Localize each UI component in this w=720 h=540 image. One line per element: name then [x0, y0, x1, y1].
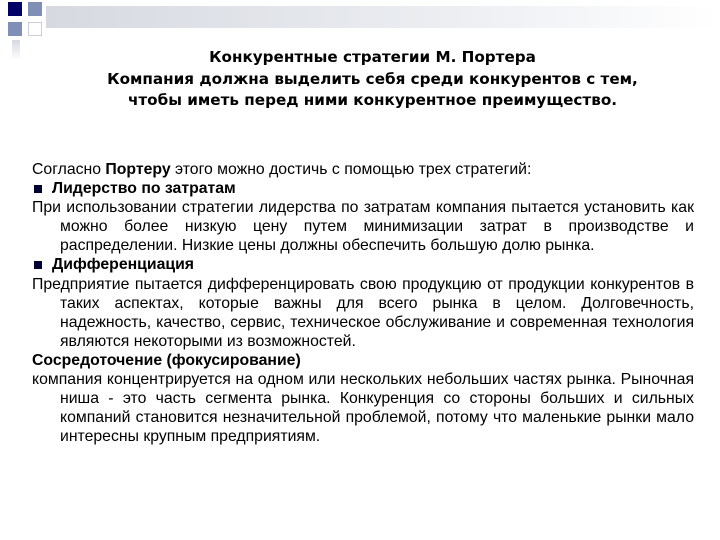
- corner-square-white: [28, 22, 42, 36]
- side-gradient-strip: [12, 40, 20, 60]
- intro-paragraph: [32, 160, 694, 179]
- focus-text: компания концентрируется на одном или нескольких небольших частях рынка. Рыночная ниша - это часть сегмента рынка. Конкуренция со стороны больших и сильных компаний становится незначительной проблемой, потому что маленькие рынки мало интересны крупным предприятиям.: [32, 371, 694, 446]
- intro-text: этого можно достичь с помощью трех стратегий:: [170, 161, 532, 178]
- corner-square-dark: [8, 2, 22, 16]
- square-bullet-icon: [34, 185, 42, 193]
- title-line: Конкурентные стратегии М. Портера: [209, 48, 536, 66]
- corner-square-light: [28, 2, 42, 16]
- title-line: чтобы иметь перед ними конкурентное преимущество.: [127, 91, 618, 109]
- bullet-differentiation: [32, 255, 694, 274]
- bullet-heading: Лидерство по затратам: [52, 180, 236, 198]
- title-line: Компания должна выделить себя среди конкурентов с тем,: [107, 69, 638, 88]
- corner-square-light: [8, 22, 22, 36]
- differentiation-text: Предприятие пытается дифференцировать свою продукцию от продукции конкурентов в таких аспектах, которые важны для всего рынка в целом. Долговечность, надежность, качество, сервис, техническое обслуживание и современная технология являются некоторыми из возможностей.: [32, 275, 694, 350]
- bullet-cost-leadership: [32, 179, 694, 198]
- header-gradient-bar: [46, 6, 720, 28]
- cost-leadership-text: При использовании стратегии лидерства по затратам компания пытается установить как можно более низкую цену путем минимизации затрат в производстве и распределении. Низкие цены должны обеспечить большую долю рынка.: [32, 199, 694, 255]
- slide-body: [32, 160, 694, 446]
- bullet-heading: Дифференциация: [52, 256, 195, 274]
- porter-name: Портеру: [105, 161, 171, 178]
- square-bullet-icon: [34, 261, 42, 269]
- intro-text: Согласно: [32, 161, 106, 178]
- slide-title: [40, 47, 705, 112]
- focus-heading: Сосредоточение (фокусирование): [32, 351, 301, 369]
